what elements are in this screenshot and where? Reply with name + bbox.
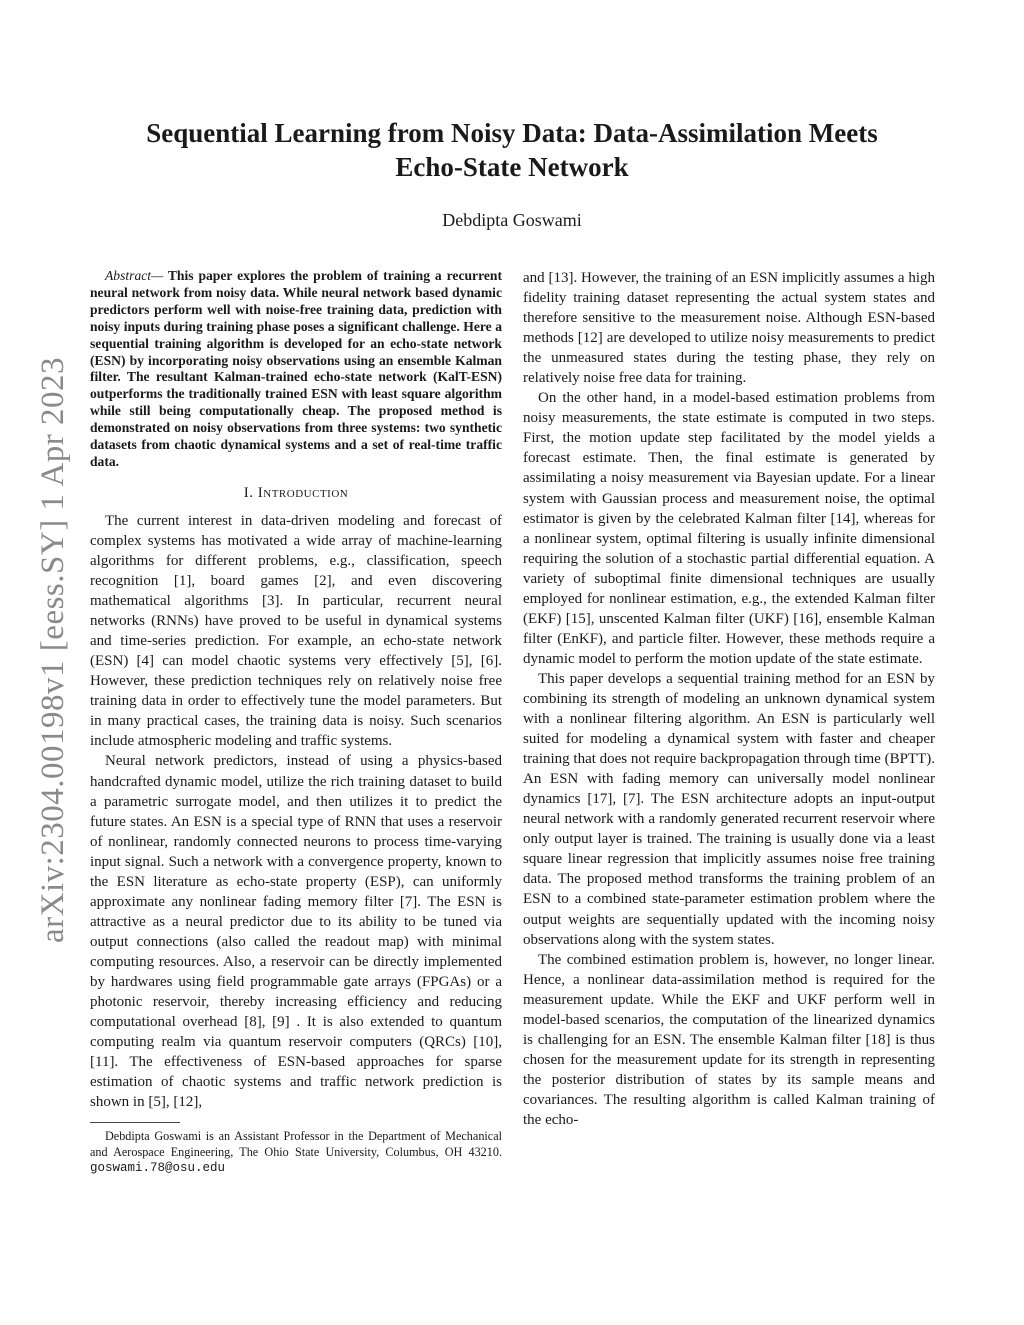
body-paragraph: The current interest in data-driven modeling and forecast of complex systems has motivated a wide array of machine-learning algorithms for different problems, e.g., classification, speech recognition [1], board games [2], and even discovering mathematical algorithms [3]. In particular, recurrent neural networks (RNNs) have proved to be useful in dynamical systems and time-series prediction. For example, an echo-state network (ESN) [4] can model chaotic systems very effectively [5], [6]. However, these prediction techniques rely on relatively noise free training data in order to effectively tune the model parameters. But in many practical cases, the training data is noisy. Such scenarios include atmospheric modeling and traffic systems. [90,512,502,750]
paper-author: Debdipta Goswami [442,210,582,230]
author-footnote [90,1129,502,1177]
footnote-divider [90,1122,180,1123]
body-paragraph: Neural network predictors, instead of using a physics-based handcrafted dynamic model, utilize the rich training dataset to build a parametric surrogate model, and then utilizes it to predict the future states. An ESN is a special type of RNN that uses a reservoir of nonlinear, randomly connected neurons to process time-varying input signal. Such a network with a convergence property, known to the ESN literature as echo-state property (ESP), can uniformly approximate any nonlinear fading memory filter [7]. The ESN is attractive as a neural predictor due to its ability to be tuned via output connections (also called the readout map) with minimal computing resources. Also, a reservoir can be directly implemented by hardwares using field programmable gate arrays (FPGAs) or a photonic reservoir, thereby increasing efficiency and reducing computational overhead [8], [9] . It is also extended to quantum computing realm via quantum reservoir computers (QRCs) [10], [11]. The effectiveness of ESN-based approaches for sparse estimation of chaotic systems and traffic network prediction is shown in [5], [12], [90,753,502,1111]
footnote-text: Debdipta Goswami is an Assistant Professor in the Department of Mechanical and Aerospace Engineering, The Ohio State University, Columbus, OH 43210. [90,1129,502,1159]
body-paragraph: On the other hand, in a model-based estimation problems from noisy measurements, the state estimate is computed in two steps. First, the motion update step facilitated by the model yields a forecast estimate. Then, the final estimate is generated by assimilating a noisy measurement via Bayesian update. For a linear system with Gaussian process and measurement noise, the optimal estimator is given by the celebrated Kalman filter [14], whereas for a nonlinear system, optimal filtering is usually infinite dimensional requiring the solution of a stochastic partial differential equation. A variety of suboptimal finite dimensional techniques are usually employed for nonlinear estimation, e.g., the extended Kalman filter (EKF) [15], unscented Kalman filter (UKF) [16], ensemble Kalman filter (EnKF), and particle filter. However, these methods require a dynamic model to perform the motion update of the state estimate. [523,390,935,667]
body-paragraph-continued: and [13]. However, the training of an ESN implicitly assumes a high fidelity training dataset representing the actual system states and therefore sensitive to the measurement noise. Although ESN-based methods [12] are developed to utilize noisy measurements to predict the unmeasured states during the testing phase, they rely on relatively noise free data for training. [523,270,935,387]
author-email: goswami.78@osu.edu [90,1161,226,1176]
abstract [90,268,502,471]
body-paragraph: The combined estimation problem is, however, no longer linear. Hence, a nonlinear data-assimilation method is required for the measurement update. While the EKF and UKF perform well in model-based scenarios, the computation of the linearized dynamics is challenging for an ESN. The ensemble Kalman filter [18] is thus chosen for the measurement update for its strength in representing the posterior distribution of states by its sample means and covariances. The resulting algorithm is called Kalman training of the echo- [523,951,935,1128]
paper-title: Sequential Learning from Noisy Data: Data-Assimilation Meets Echo-State Network [146,118,878,182]
section-heading-introduction: I. Introduction [243,484,349,501]
arxiv-identifier: arXiv:2304.00198v1 [eess.SY] 1 Apr 2023 [35,357,71,943]
left-column [90,268,502,1177]
abstract-text: This paper explores the problem of training a recurrent neural network from noisy data. While neural network based dynamic predictors perform well with noise-free training data, prediction with noisy inputs during training phase poses a significant challenge. Here a sequential training algorithm is developed for an echo-state network (ESN) by incorporating noisy observations using an ensemble Kalman filter. The resultant Kalman-trained echo-state network (KalT-ESN) outperforms the traditionally trained ESN with least square algorithm while still being computationally cheap. The proposed method is demonstrated on noisy observations from three systems: two synthetic datasets from chaotic dynamical systems and a set of real-time traffic data. [90,268,502,469]
abstract-label: Abstract— [105,268,164,283]
body-paragraph: This paper develops a sequential training method for an ESN by combining its strength of modeling an unknown dynamical system with a nonlinear filtering algorithm. An ESN is particularly well suited for modeling a dynamical system with faster and cheaper training that does not require backpropagation through time (BPTT). An ESN with fading memory can universally model nonlinear dynamics [17], [7]. The ESN architecture adopts an input-output neural network with a randomly generated recurrent reservoir where only output layer is trained. The training is usually done via a least square linear regression that implicitly assumes noise free training data. The proposed method transforms the training problem of an ESN to a combined state-parameter estimation problem where the output weights are sequentially updated with the incoming noisy observations along with the system states. [523,670,935,948]
right-column [523,268,935,1130]
